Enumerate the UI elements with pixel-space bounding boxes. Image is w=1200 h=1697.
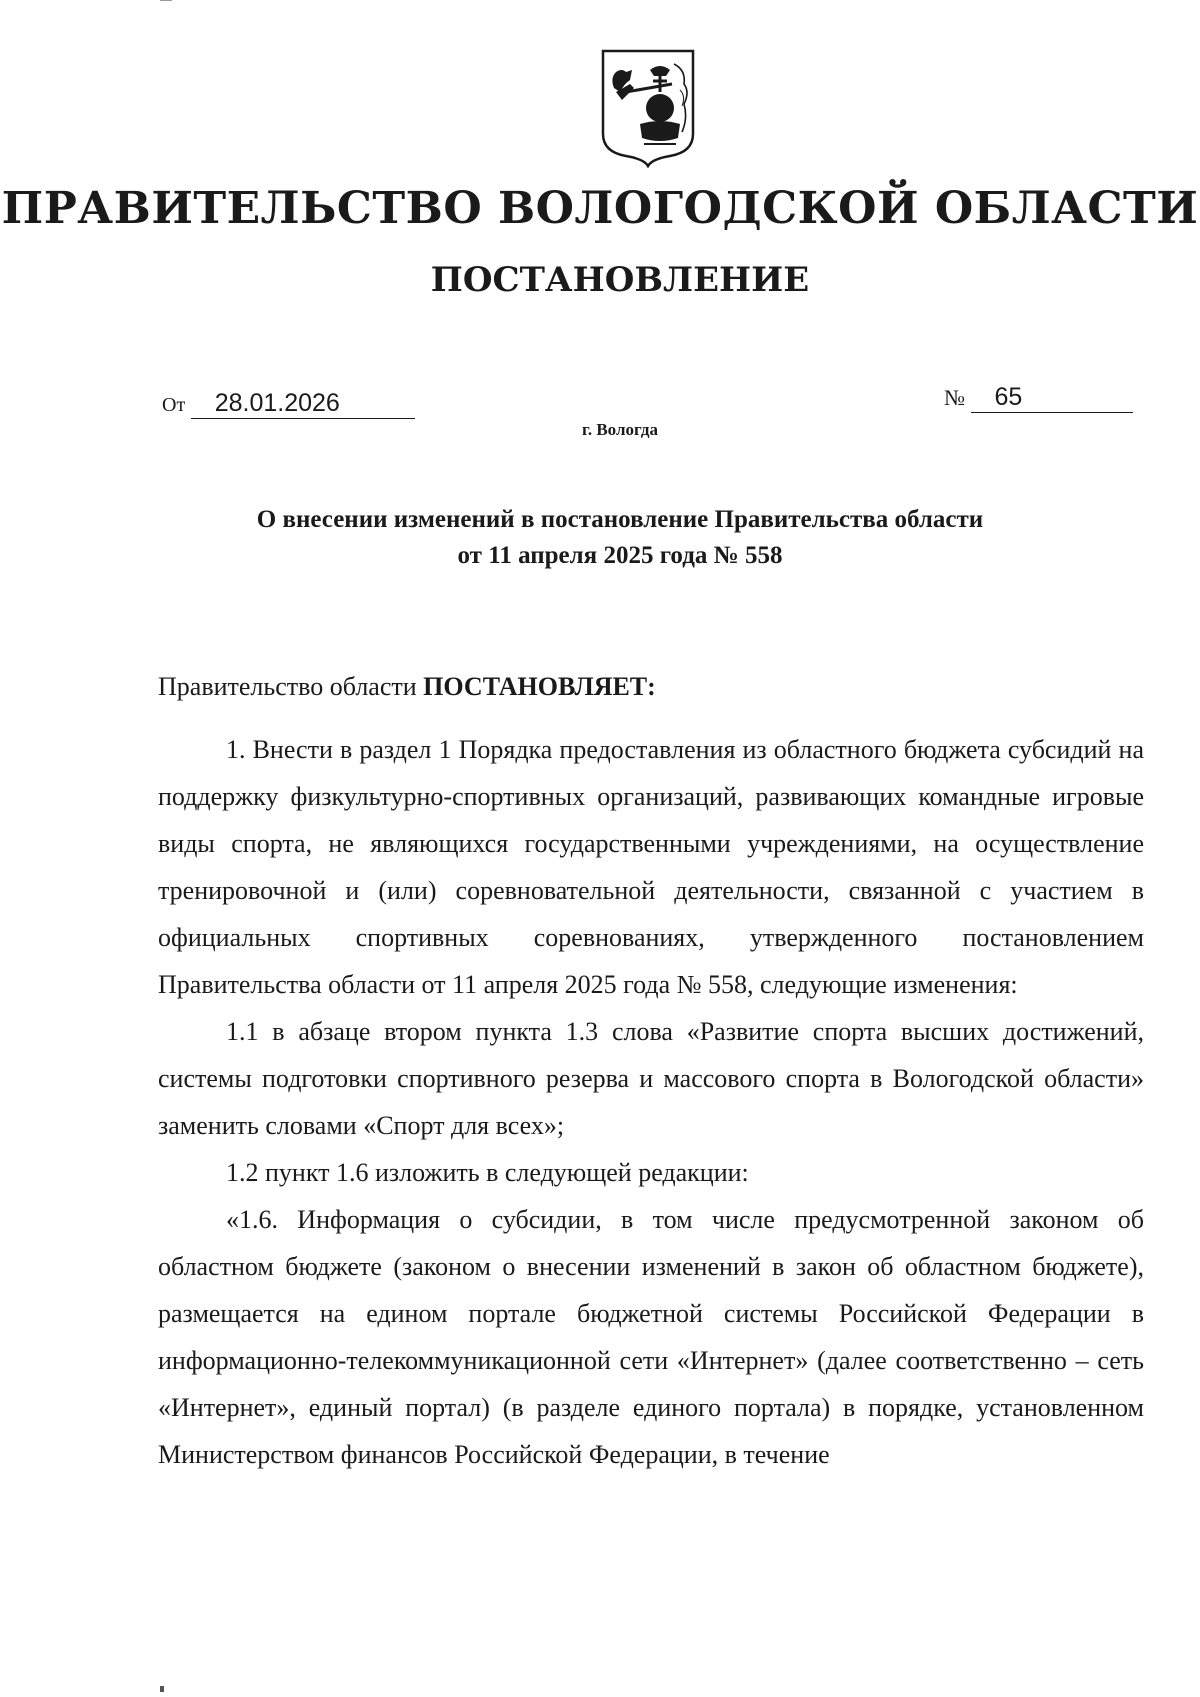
date-label: От [162, 394, 186, 416]
government-title: ПРАВИТЕЛЬСТВО ВОЛОГОДСКОЙ ОБЛАСТИ [1, 183, 1199, 234]
document-type: ПОСТАНОВЛЕНИЕ [430, 260, 810, 300]
number-label: № [944, 385, 965, 410]
date-value: 28.01.2026 [191, 388, 415, 419]
document-body [158, 663, 1144, 1478]
paragraph-item-1: 1. Внести в раздел 1 Порядка предоставления из областного бюджета субсидий на поддержку физкультурно-спортивных организаций, развивающих командные игровые виды спорта, не являющихся государственными учреждениями, на осуществление тренировочной и (или) соревновательной деятельности, связанной с участием в официальных спортивных соревнованиях, утвержденного постановлением Правительства области от 11 апреля 2025 года № 558, следующие изменения: [158, 735, 1144, 999]
scan-artifact [160, 1686, 164, 1692]
coat-of-arms-icon [600, 48, 696, 168]
preamble-keyword: ПОСТАНОВЛЯЕТ: [423, 672, 656, 701]
paragraph-item-1-2: 1.2 пункт 1.6 изложить в следующей редакции: [226, 1158, 749, 1187]
number-value: 65 [971, 382, 1133, 413]
subject-line-1: О внесении изменений в постановление Правительства области [256, 506, 984, 533]
document-subject [0, 502, 1200, 574]
city-name: г. Вологда [582, 420, 658, 439]
subject-line-2: от 11 апреля 2025 года № 558 [457, 542, 783, 569]
paragraph-item-1-1: 1.1 в абзаце втором пункта 1.3 слова «Развитие спорта высших достижений, системы подготовки спортивного резерва и массового спорта в Вологодской области» заменить словами «Спорт для всех»; [158, 1017, 1144, 1140]
number-field [944, 382, 1133, 413]
paragraph-item-1-6-quote: «1.6. Информация о субсидии, в том числе предусмотренной законом об областном бюджете (законом о внесении изменений в закон об областном бюджете), размещается на едином портале бюджетной системы Российской Федерации в информационно-телекоммуникационной сети «Интернет» (далее соответственно – сеть «Интернет», единый портал) (в разделе единого портала) в порядке, установленном Министерством финансов Российской Федерации, в течение [158, 1205, 1144, 1469]
scan-artifact [160, 0, 172, 1]
date-field [162, 388, 415, 419]
preamble [158, 663, 1144, 710]
preamble-text: Правительство области [158, 672, 424, 701]
